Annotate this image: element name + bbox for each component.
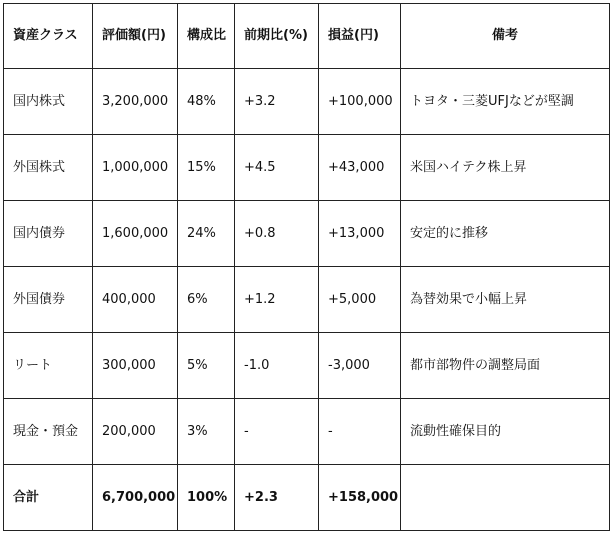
cell-change: +4.5	[235, 135, 319, 201]
table-header-row	[4, 4, 610, 69]
cell-change: +1.2	[235, 267, 319, 333]
cell-asset-class: 現金・預金	[4, 399, 93, 465]
cell-remarks: 安定的に推移	[401, 201, 610, 267]
table-row	[4, 135, 610, 201]
cell-change: -	[235, 399, 319, 465]
cell-valuation: 300,000	[93, 333, 178, 399]
cell-asset-class: 国内株式	[4, 69, 93, 135]
header-valuation: 評価額(円)	[93, 4, 178, 69]
cell-profit-loss: +43,000	[319, 135, 401, 201]
header-change-vs-prior: 前期比(%)	[235, 4, 319, 69]
cell-remarks: 為替効果で小幅上昇	[401, 267, 610, 333]
table-row	[4, 69, 610, 135]
cell-asset-class: 国内債券	[4, 201, 93, 267]
total-profit-loss: +158,000	[319, 465, 401, 531]
header-allocation: 構成比	[178, 4, 235, 69]
cell-profit-loss: +5,000	[319, 267, 401, 333]
cell-remarks: トヨタ・三菱UFJなどが堅調	[401, 69, 610, 135]
cell-valuation: 1,000,000	[93, 135, 178, 201]
total-change: +2.3	[235, 465, 319, 531]
cell-remarks: 都市部物件の調整局面	[401, 333, 610, 399]
table-row	[4, 333, 610, 399]
cell-profit-loss: +13,000	[319, 201, 401, 267]
cell-profit-loss: +100,000	[319, 69, 401, 135]
total-remarks	[401, 465, 610, 531]
cell-allocation: 6%	[178, 267, 235, 333]
total-label: 合計	[4, 465, 93, 531]
cell-valuation: 200,000	[93, 399, 178, 465]
cell-valuation: 1,600,000	[93, 201, 178, 267]
table-row	[4, 201, 610, 267]
header-profit-loss: 損益(円)	[319, 4, 401, 69]
table-row	[4, 399, 610, 465]
cell-change: +3.2	[235, 69, 319, 135]
table-total-row	[4, 465, 610, 531]
cell-remarks: 流動性確保目的	[401, 399, 610, 465]
cell-allocation: 15%	[178, 135, 235, 201]
cell-allocation: 3%	[178, 399, 235, 465]
total-allocation: 100%	[178, 465, 235, 531]
cell-asset-class: リート	[4, 333, 93, 399]
cell-allocation: 5%	[178, 333, 235, 399]
cell-valuation: 3,200,000	[93, 69, 178, 135]
asset-allocation-table	[3, 3, 610, 531]
cell-asset-class: 外国株式	[4, 135, 93, 201]
cell-change: -1.0	[235, 333, 319, 399]
cell-valuation: 400,000	[93, 267, 178, 333]
cell-change: +0.8	[235, 201, 319, 267]
table-row	[4, 267, 610, 333]
header-remarks: 備考	[401, 4, 610, 69]
cell-allocation: 48%	[178, 69, 235, 135]
cell-allocation: 24%	[178, 201, 235, 267]
cell-profit-loss: -3,000	[319, 333, 401, 399]
cell-asset-class: 外国債券	[4, 267, 93, 333]
cell-profit-loss: -	[319, 399, 401, 465]
header-asset-class: 資産クラス	[4, 4, 93, 69]
cell-remarks: 米国ハイテク株上昇	[401, 135, 610, 201]
total-valuation: 6,700,000	[93, 465, 178, 531]
